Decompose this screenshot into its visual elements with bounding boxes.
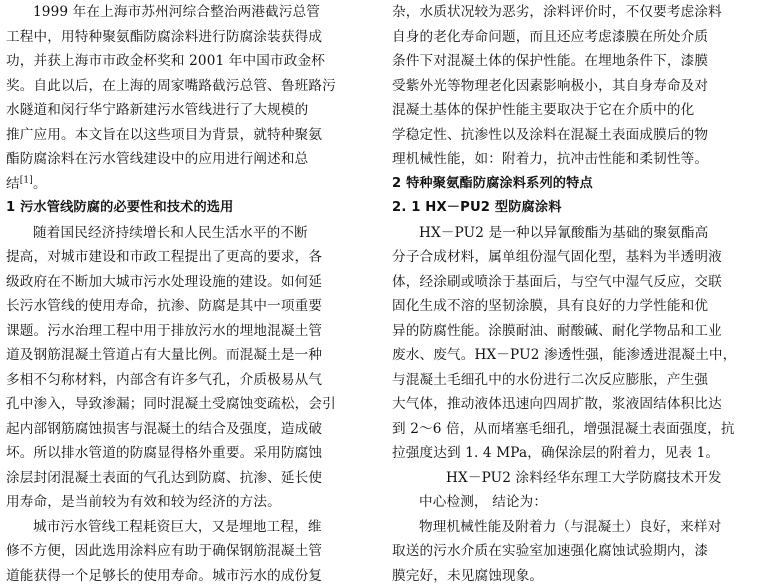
section-heading-2-1: 2. 1 HX－PU2 型防腐涂料 xyxy=(392,196,756,221)
body-line: 中心检测， 结论为： xyxy=(392,490,756,515)
body-line: 水隧道和闵行华宁路新建污水管线进行了大规模的 xyxy=(6,98,368,123)
body-line: 拉强度达到 1. 4 MPa，确保涂层的附着力，见表 1。 xyxy=(392,441,756,466)
body-text: 。 xyxy=(33,176,47,192)
body-line: 奖。自此以后，在上海的周家嘴路截污总管、鲁班路污 xyxy=(6,74,368,99)
body-line: 涂层封闭混凝土表面的气孔达到防腐、抗渗、延长使 xyxy=(6,466,368,491)
body-line: 受紫外光等物理老化因素影响极小，其自身寿命及对 xyxy=(392,74,756,99)
section-heading-2: 2 特种聚氨酯防腐涂料系列的特点 xyxy=(392,172,756,197)
body-line: 废水、废气。HX－PU2 渗透性强，能渗透进混凝土中， xyxy=(392,343,756,368)
body-line: 体，经涂刷或喷涂于基面后，与空气中湿气反应，交联 xyxy=(392,270,756,295)
body-line: 工程中，用特种聚氨酯防腐涂料进行防腐涂装获得成 xyxy=(6,25,368,50)
body-line: 长污水管线的使用寿命，抗渗、防腐是其中一项重要 xyxy=(6,294,368,319)
body-line: 膜完好，未见腐蚀现象。 xyxy=(392,564,756,588)
body-line: 固化生成不溶的坚韧涂膜，具有良好的力学性能和优 xyxy=(392,294,756,319)
body-line: 混凝土基体的保护性能主要取决于它在介质中的化 xyxy=(392,98,756,123)
body-line: 随着国民经济持续增长和人民生活水平的不断 xyxy=(6,221,368,246)
body-line: 坏。所以排水管道的防腐显得格外重要。采用防腐蚀 xyxy=(6,441,368,466)
body-line: 分子合成材料，属单组份湿气固化型，基料为半透明液 xyxy=(392,245,756,270)
body-line: 城市污水管线工程耗资巨大，又是埋地工程，维 xyxy=(6,515,368,540)
body-line: 异的防腐性能。涂膜耐油、耐酸碱、耐化学物品和工业 xyxy=(392,319,756,344)
body-line: 条件下对混凝土体的保护性能。在埋地条件下，漆膜 xyxy=(392,49,756,74)
body-line: 学稳定性、抗渗性以及涂料在混凝土表面成膜后的物 xyxy=(392,123,756,148)
body-line: 孔中渗入，导致渗漏；同时混凝土受腐蚀变疏松，会引 xyxy=(6,392,368,417)
body-line: 杂，水质状况较为恶劣，涂料评价时，不仅要考虑涂料 xyxy=(392,0,756,25)
body-line: 到 2～6 倍，从而堵塞毛细孔，增强混凝土表面强度，抗 xyxy=(392,417,756,442)
citation-reference: [1] xyxy=(20,175,33,185)
body-line: 与混凝土毛细孔中的水份进行二次反应膨胀，产生强 xyxy=(392,368,756,393)
body-line: 1999 年在上海市苏州河综合整治两港截污总管 xyxy=(6,0,368,25)
body-line: HX－PU2 涂料经华东理工大学防腐技术开发 xyxy=(392,466,756,491)
body-line: HX－PU2 是一种以异氰酸酯为基础的聚氨酯高 xyxy=(392,221,756,246)
body-line: 级政府在不断加大城市污水处理设施的建设。如何延 xyxy=(6,270,368,295)
body-text: 结 xyxy=(6,176,20,192)
body-line: 自身的老化寿命问题，而且还应考虑漆膜在所处介质 xyxy=(392,25,756,50)
body-line: 酯防腐涂料在污水管线建设中的应用进行阐述和总 xyxy=(6,147,368,172)
body-line: 大气体，推动液体迅速向四周扩散，浆液固结体积比达 xyxy=(392,392,756,417)
right-column xyxy=(392,0,756,588)
body-line: 修不方便，因此选用涂料应有助于确保钢筋混凝土管 xyxy=(6,539,368,564)
body-line-with-citation xyxy=(6,172,368,197)
body-line: 功，并获上海市市政金杯奖和 2001 年中国市政金杯 xyxy=(6,49,368,74)
body-line: 理机械性能，如：附着力，抗冲击性能和柔韧性等。 xyxy=(392,147,756,172)
body-line: 用寿命，是当前较为有效和较为经济的方法。 xyxy=(6,490,368,515)
body-line: 道能获得一个足够长的使用寿命。城市污水的成份复 xyxy=(6,564,368,588)
body-line: 课题。污水治理工程中用于排放污水的埋地混凝土管 xyxy=(6,319,368,344)
body-line: 多相不匀称材料，内部含有许多气孔，介质极易从气 xyxy=(6,368,368,393)
body-line: 道及钢筋混凝土管道占有大量比例。而混凝土是一种 xyxy=(6,343,368,368)
section-heading-1: 1 污水管线防腐的必要性和技术的选用 xyxy=(6,196,368,221)
body-line: 取送的污水介质在实验室加速强化腐蚀试验期内，漆 xyxy=(392,539,756,564)
body-line: 物理机械性能及附着力（与混凝土）良好，来样对 xyxy=(392,515,756,540)
body-line: 提高，对城市建设和市政工程提出了更高的要求，各 xyxy=(6,245,368,270)
body-line: 推广应用。本文旨在以这些项目为背景，就特种聚氨 xyxy=(6,123,368,148)
left-column xyxy=(6,0,368,588)
body-line: 起内部钢筋腐蚀损害与混凝土的结合及强度，造成破 xyxy=(6,417,368,442)
